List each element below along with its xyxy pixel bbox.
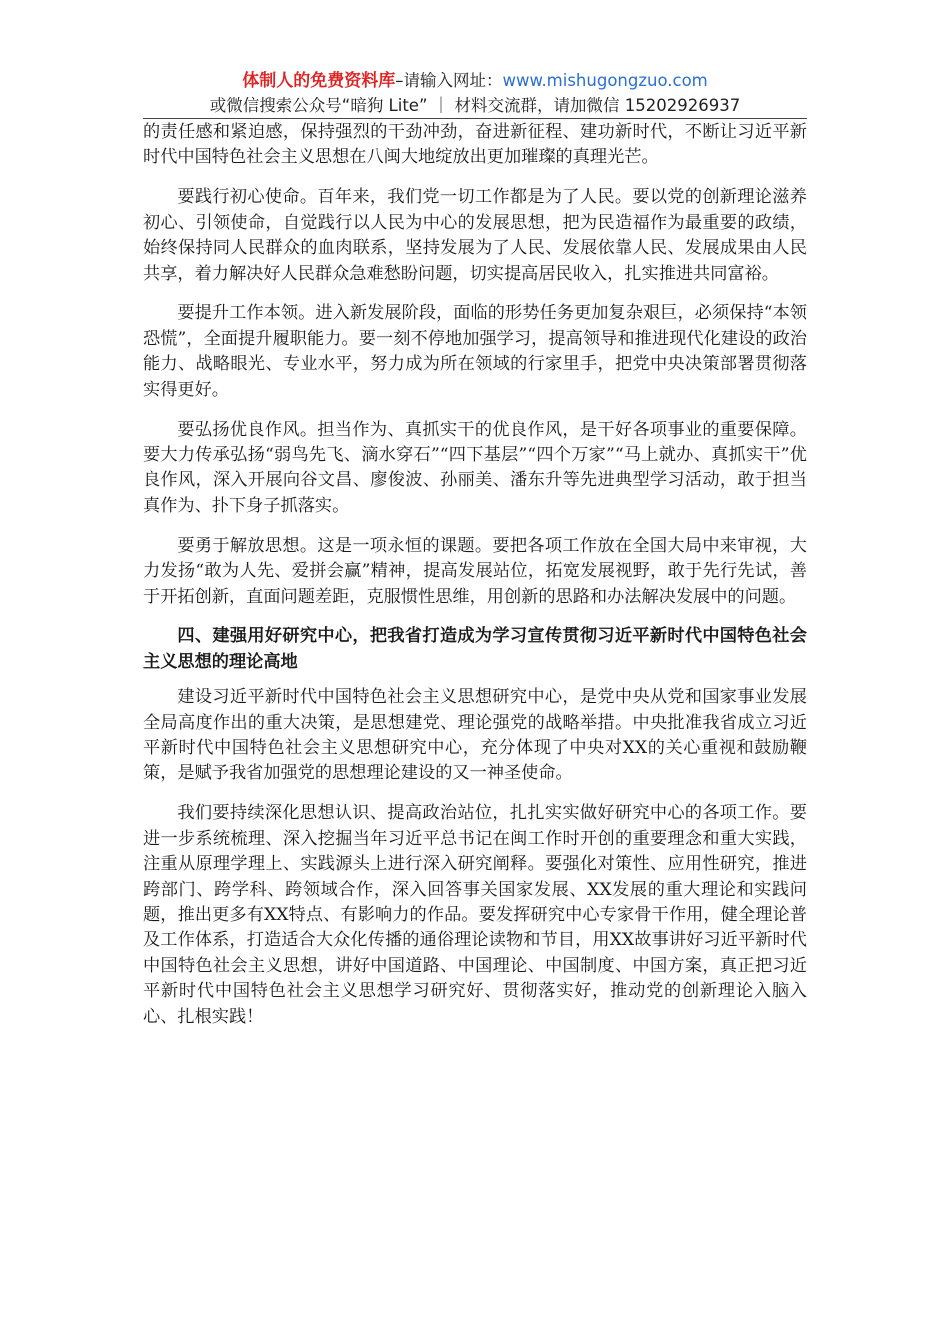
header-line-2: 或微信搜索公众号“暗狗 Lite” ｜ 材料交流群，请加微信 15202926937 xyxy=(209,96,741,115)
header-divider xyxy=(143,118,807,119)
header-url-link[interactable]: www.mishugongzuo.com xyxy=(502,71,708,90)
section-heading: 四、建强用好研究中心，把我省打造成为学习宣传贯彻习近平新时代中国特色社会主义思想的理论高地 xyxy=(143,626,807,672)
paragraph: 要勇于解放思想。这是一项永恒的课题。要把各项工作放在全国大局中来审视，大力发扬“敢为人先、爱拼会赢”精神，提高发展站位，拓宽发展视野，敢于先行先试，善于开拓创新，直面问题差距，克服惯性思维，用创新的思路和办法解决发展中的问题。 xyxy=(143,535,807,607)
paragraph: 我们要持续深化思想认识、提高政治站位，扎扎实实做好研究中心的各项工作。要进一步系统梳理、深入挖掘当年习近平总书记在闽工作时开创的重要理念和重大实践，注重从原理学理上、实践源头上进行深入研究阐释。要强化对策性、应用性研究，推进跨部门、跨学科、跨领域合作，深入回答事关国家发展、XX发展的重大理论和实践问题，推出更多有XX特点、有影响力的作品。要发挥研究中心专家骨干作用，健全理论普及工作体系，打造适合大众化传播的通俗理论读物和节目，用XX故事讲好习近平新时代中国特色社会主义思想，讲好中国道路、中国理论、中国制度、中国方案，真正把习近平新时代中国特色社会主义思想学习研究好、贯彻落实好，推动党的创新理论入脑入心、扎根实践！ xyxy=(143,803,807,1027)
header-brand: 体制人的免费资料库 xyxy=(242,71,396,91)
paragraph: 要提升工作本领。进入新发展阶段，面临的形势任务更加复杂艰巨，必须保持“本领恐慌”，全面提升履职能力。要一刻不停地加强学习，提高领导和推进现代化建设的政治能力、战略眼光、专业水平，努力成为所在领域的行家里手，把党中央决策部署贯彻落实得更好。 xyxy=(143,303,807,400)
paragraph: 的责任感和紧迫感，保持强烈的干劲冲劲，奋进新征程、建功新时代，不断让习近平新时代中国特色社会主义思想在八闽大地绽放出更加璀璨的真理光芒。 xyxy=(143,122,807,168)
header-prompt: –请输入网址： xyxy=(395,71,503,90)
paragraph: 要弘扬优良作风。担当作为、真抓实干的优良作风，是干好各项事业的重要保障。要大力传承弘扬“弱鸟先飞、滴水穿石”“四下基层”“四个万家”“马上就办、真抓实干”优良作风，深入开展向谷文昌、廖俊波、孙丽美、潘东升等先进典型学习活动，敢于担当真作为、扑下身子抓落实。 xyxy=(143,419,807,516)
header-line-1 xyxy=(143,70,807,92)
document-body xyxy=(143,120,807,1045)
page-header xyxy=(143,70,807,117)
paragraph: 建设习近平新时代中国特色社会主义思想研究中心，是党中央从党和国家事业发展全局高度作出的重大决策，是思想建党、理论强党的战略举措。中央批准我省成立习近平新时代中国特色社会主义思想研究中心，充分体现了中央对XX的关心重视和鼓励鞭策，是赋予我省加强党的思想理论建设的又一神圣使命。 xyxy=(143,687,807,784)
paragraph: 要践行初心使命。百年来，我们党一切工作都是为了人民。要以党的创新理论滋养初心、引领使命，自觉践行以人民为中心的发展思想，把为民造福作为最重要的政绩，始终保持同人民群众的血肉联系，坚持发展为了人民、发展依靠人民、发展成果由人民共享，着力解决好人民群众急难愁盼问题，切实提高居民收入，扎实推进共同富裕。 xyxy=(143,187,807,284)
